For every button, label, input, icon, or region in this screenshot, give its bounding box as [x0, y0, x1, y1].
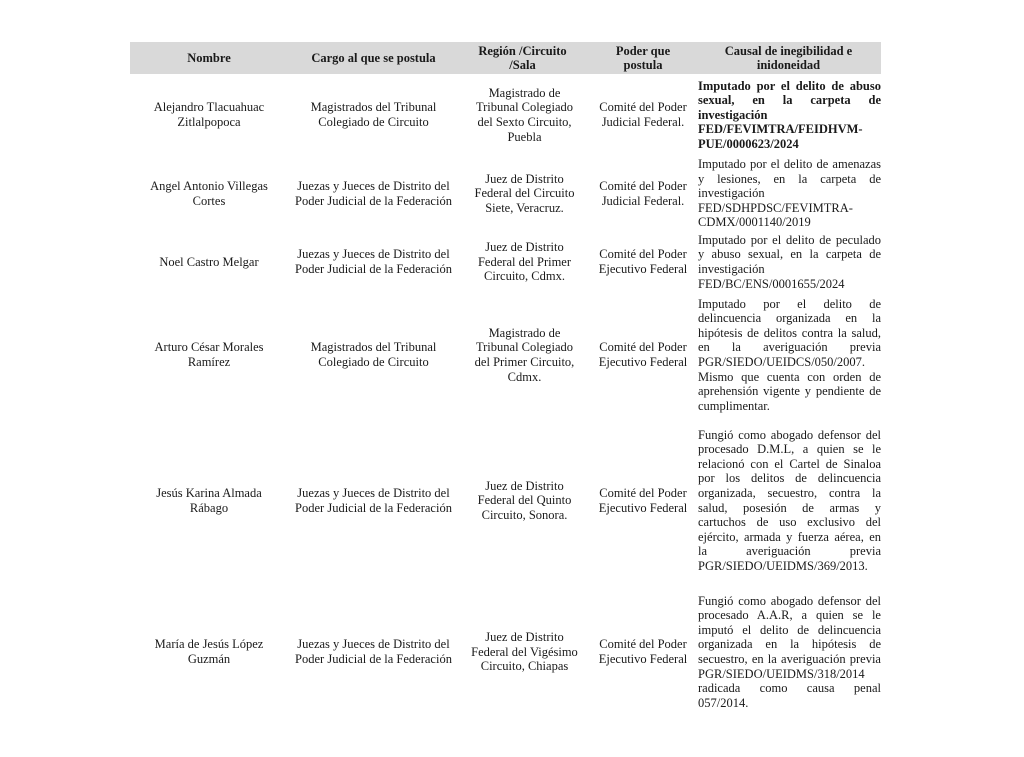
- header-cargo: Cargo al que se postula: [288, 42, 459, 74]
- cell-region: Magistrado de Tribunal Colegiado del Sexto Circuito, Puebla: [475, 85, 574, 144]
- table-row: [130, 156, 881, 231]
- cell-nombre: Noel Castro Melgar: [159, 254, 259, 269]
- cell-causal: Imputado por el delito de peculado y abuso sexual, en la carpeta de investigación FED/BC/ENS/0001655/2024: [698, 232, 881, 291]
- cell-causal: Fungió como abogado defensor del procesado A.A.R, a quien se le imputó el delito de delincuencia organizada en la hipótesis de secuestro, en la averiguación previa PGR/SIEDO/UEIDMS/318/2014 radicada como causa penal 057/2014.: [698, 593, 881, 710]
- cell-poder: Comité del Poder Ejecutivo Federal: [598, 485, 688, 515]
- table-row: [130, 74, 881, 156]
- table-row: [130, 293, 881, 417]
- table-row: [130, 584, 881, 720]
- cell-cargo: Juezas y Jueces de Distrito del Poder Judicial de la Federación: [295, 637, 452, 666]
- cell-poder: Comité del Poder Ejecutivo Federal: [598, 247, 688, 276]
- cell-nombre: Alejandro Tlacuahuac Zitlalpopoca: [153, 100, 265, 129]
- cell-region: Juez de Distrito Federal del Primer Circuito, Cdmx.: [477, 240, 572, 284]
- cell-cargo: Juezas y Jueces de Distrito del Poder Judicial de la Federación: [295, 485, 452, 515]
- cell-cargo: Magistrados del Tribunal Colegiado de Circuito: [310, 100, 437, 129]
- cell-causal: Imputado por el delito de abuso sexual, en la carpeta de investigación FED/FEVIMTRA/FEIDHVM-PUE/0000623/2024: [698, 78, 881, 151]
- cell-cargo: Magistrados del Tribunal Colegiado de Circuito: [310, 340, 437, 369]
- cell-region: Juez de Distrito Federal del Vigésimo Circuito, Chiapas: [471, 630, 578, 674]
- cell-poder: Comité del Poder Judicial Federal.: [599, 178, 687, 208]
- cell-nombre: Arturo César Morales Ramírez: [154, 340, 264, 369]
- cell-causal: Imputado por el delito de delincuencia organizada en la hipótesis de delitos contra la salud, en la averiguación previa PGR/SIEDO/UEIDCS/050/2007. Mismo que cuenta con orden de aprehensión vigente y pendiente de cumplimentar.: [698, 296, 881, 413]
- candidates-table: [130, 42, 881, 720]
- cell-nombre: Jesús Karina Almada Rábago: [156, 485, 262, 515]
- cell-region: Juez de Distrito Federal del Quinto Circuito, Sonora.: [477, 478, 572, 522]
- table-row: [130, 231, 881, 293]
- header-nombre: Nombre: [130, 42, 288, 74]
- cell-causal: Fungió como abogado defensor del procesado D.M.L, a quien se le relacionó con el Cartel de Sinaloa por los delitos de delincuencia organizada, secuestro, contra la salud, posesión de armas y cartuchos de uso exclusivo del ejército, armada y fuerza aérea, en la averiguación previa PGR/SIEDO/UEIDMS/369/2013.: [698, 427, 881, 573]
- header-row: [130, 42, 881, 74]
- cell-causal: Imputado por el delito de amenazas y lesiones, en la carpeta de investigación FED/SDHPDSC/FEVIMTRA-CDMX/0001140/2019: [698, 157, 881, 230]
- cell-poder: Comité del Poder Ejecutivo Federal: [598, 340, 688, 369]
- table-header: [130, 42, 881, 74]
- cell-nombre: Angel Antonio Villegas Cortes: [150, 178, 268, 208]
- header-causal: Causal de inegibilidad e inidoneidad: [696, 42, 881, 74]
- header-region: Región /Circuito /Sala: [459, 42, 590, 74]
- cell-nombre: María de Jesús López Guzmán: [154, 637, 264, 666]
- cell-poder: Comité del Poder Ejecutivo Federal: [598, 637, 688, 666]
- cell-region: Magistrado de Tribunal Colegiado del Primer Circuito, Cdmx.: [474, 325, 575, 384]
- cell-region: Juez de Distrito Federal del Circuito Siete, Veracruz.: [474, 171, 575, 215]
- cell-poder: Comité del Poder Judicial Federal.: [599, 100, 687, 129]
- cell-cargo: Juezas y Jueces de Distrito del Poder Judicial de la Federación: [295, 178, 452, 208]
- header-poder: Poder que postula: [590, 42, 696, 74]
- cell-cargo: Juezas y Jueces de Distrito del Poder Judicial de la Federación: [295, 247, 452, 276]
- table-body: [130, 74, 881, 720]
- table-row: [130, 417, 881, 584]
